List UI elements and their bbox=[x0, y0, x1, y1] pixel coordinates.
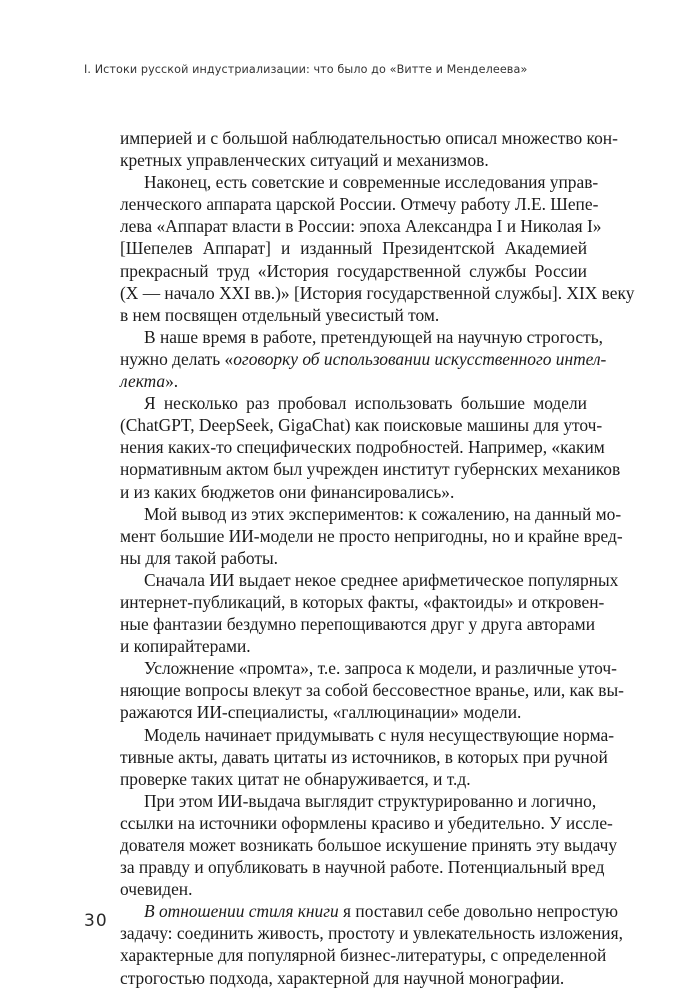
text-line bbox=[120, 348, 607, 370]
paragraph bbox=[120, 569, 619, 657]
text-run: В наше время в работе, претендующей на научную строгость, bbox=[144, 326, 604, 347]
running-head: I. Истоки русской индустриализации: что было до «Витте и Менделеева» bbox=[84, 63, 528, 76]
text-line bbox=[120, 967, 587, 989]
text-line bbox=[120, 370, 587, 392]
page-number: 30 bbox=[84, 911, 108, 931]
paragraph bbox=[120, 503, 623, 569]
text-run: мент большие ИИ-модели не просто непригодны, но и крайне вред- bbox=[120, 525, 623, 546]
text-line bbox=[120, 812, 613, 834]
text-line bbox=[120, 547, 587, 569]
text-run: лева «Аппарат власти в России: эпоха Александра I и Николая I» bbox=[120, 216, 602, 237]
text-line bbox=[120, 282, 635, 304]
text-run: кретных управленческих ситуаций и механизмов. bbox=[120, 150, 489, 171]
text-run: нения каких-то специфических подробностей. Например, «каким bbox=[120, 437, 605, 458]
text-line bbox=[120, 657, 617, 679]
text-line bbox=[120, 900, 618, 922]
text-line bbox=[120, 724, 614, 746]
italic-text: лекта bbox=[120, 371, 166, 392]
paragraph bbox=[120, 657, 624, 723]
text-run: проверке таких цитат не обнаруживается, и т.д. bbox=[120, 768, 471, 789]
text-run: няющие вопросы влекут за собой бессовестное вранье, или, как вы- bbox=[120, 680, 624, 701]
text-line bbox=[120, 944, 607, 966]
text-run: характерные для популярной бизнес-литературы, с определенной bbox=[120, 945, 607, 966]
text-line bbox=[120, 193, 599, 215]
text-line bbox=[120, 171, 599, 193]
text-run: ные фантазии бездумно перепощиваются друг у друга авторами bbox=[120, 614, 595, 635]
text-run: интернет-публикаций, в которых факты, «фактоиды» и откровен- bbox=[120, 591, 605, 612]
text-line bbox=[120, 481, 587, 503]
text-run: Наконец, есть советские и современные исследования управ- bbox=[144, 172, 599, 193]
text-run: Модель начинает придумывать с нуля несуществующие норма- bbox=[144, 724, 614, 745]
text-line bbox=[120, 215, 602, 237]
text-line bbox=[120, 746, 608, 768]
paragraph bbox=[120, 724, 614, 790]
text-line bbox=[120, 679, 624, 701]
text-line bbox=[120, 856, 605, 878]
paragraph bbox=[120, 326, 607, 392]
text-run: Усложнение «промта», т.е. запроса к модели, и различные уточ- bbox=[144, 658, 617, 679]
text-run: Я несколько раз пробовал использовать большие модели bbox=[144, 393, 587, 414]
text-run: нормативным актом был учрежден институт губернских механиков bbox=[120, 459, 621, 480]
text-run: строгостью подхода, характерной для научной монографии. bbox=[120, 967, 565, 988]
text-line bbox=[120, 304, 587, 326]
text-run: в нем посвящен отдельный увесистый том. bbox=[120, 304, 440, 325]
text-line bbox=[120, 260, 587, 282]
paragraph bbox=[120, 392, 621, 502]
text-run: ссылки на источники оформлены красиво и убедительно. У иссле- bbox=[120, 812, 613, 833]
text-line bbox=[120, 613, 595, 635]
text-run: (ChatGPT, DeepSeek, GigaChat) как поисковые машины для уточ- bbox=[120, 415, 603, 436]
text-run: ражаются ИИ-специалисты, «галлюцинации» модели. bbox=[120, 702, 522, 723]
body-text bbox=[120, 127, 635, 989]
text-run: Мой вывод из этих экспериментов: к сожалению, на данный мо- bbox=[144, 503, 622, 524]
text-run: задачу: соединить живость, простоту и увлекательность изложения, bbox=[120, 923, 623, 944]
text-line bbox=[120, 436, 605, 458]
text-line bbox=[120, 525, 623, 547]
paragraph bbox=[120, 900, 623, 988]
text-line bbox=[120, 458, 621, 480]
text-run: империей и с большой наблюдательностью описал множество кон- bbox=[120, 128, 618, 148]
text-line bbox=[120, 768, 587, 790]
text-line bbox=[120, 834, 618, 856]
paragraph bbox=[120, 171, 635, 326]
text-run: дователя может возникать большое искушение принять эту выдачу bbox=[120, 835, 618, 855]
text-run: за правду и опубликовать в научной работе. Потенциальный вред bbox=[120, 857, 605, 878]
text-line bbox=[120, 922, 623, 944]
text-line bbox=[120, 701, 587, 723]
text-run: Сначала ИИ выдает некое среднее арифметическое популярных bbox=[144, 569, 619, 590]
text-line bbox=[120, 414, 603, 436]
text-line bbox=[120, 503, 622, 525]
text-line bbox=[120, 326, 604, 348]
italic-text: В отношении стиля книги bbox=[144, 901, 339, 922]
text-line bbox=[120, 237, 587, 259]
text-line bbox=[120, 392, 587, 414]
text-run: и копирайтерами. bbox=[120, 636, 251, 657]
text-run: [Шепелев Аппарат] и изданный Президентской Академией bbox=[120, 238, 587, 259]
text-run: нужно делать « bbox=[120, 348, 234, 369]
text-line bbox=[120, 790, 597, 812]
text-run: тивные акты, давать цитаты из источников, в которых при ручной bbox=[120, 746, 608, 767]
text-line bbox=[120, 591, 605, 613]
text-run: (X — начало XXI вв.)» [История государственной службы]. XIX веку bbox=[120, 282, 635, 303]
italic-text: оговорку об использовании искусственного интел- bbox=[233, 348, 607, 369]
text-line bbox=[120, 635, 587, 657]
text-run: При этом ИИ-выдача выглядит структурированно и логично, bbox=[144, 790, 597, 811]
text-line bbox=[120, 149, 587, 171]
text-run: прекрасный труд «История государственной службы России bbox=[120, 260, 587, 281]
text-line bbox=[120, 878, 587, 900]
text-run: ». bbox=[165, 371, 179, 392]
paragraph bbox=[120, 790, 618, 900]
text-run: очевиден. bbox=[120, 879, 193, 900]
paragraph bbox=[120, 127, 618, 171]
text-run: ленческого аппарата царской России. Отмечу работу Л.Е. Шепе- bbox=[120, 194, 599, 215]
text-line bbox=[120, 569, 619, 591]
text-run: и из каких бюджетов они финансировались». bbox=[120, 481, 455, 502]
text-run: я поставил себе довольно непростую bbox=[338, 901, 618, 922]
text-run: ны для такой работы. bbox=[120, 547, 279, 568]
text-line bbox=[120, 127, 618, 149]
